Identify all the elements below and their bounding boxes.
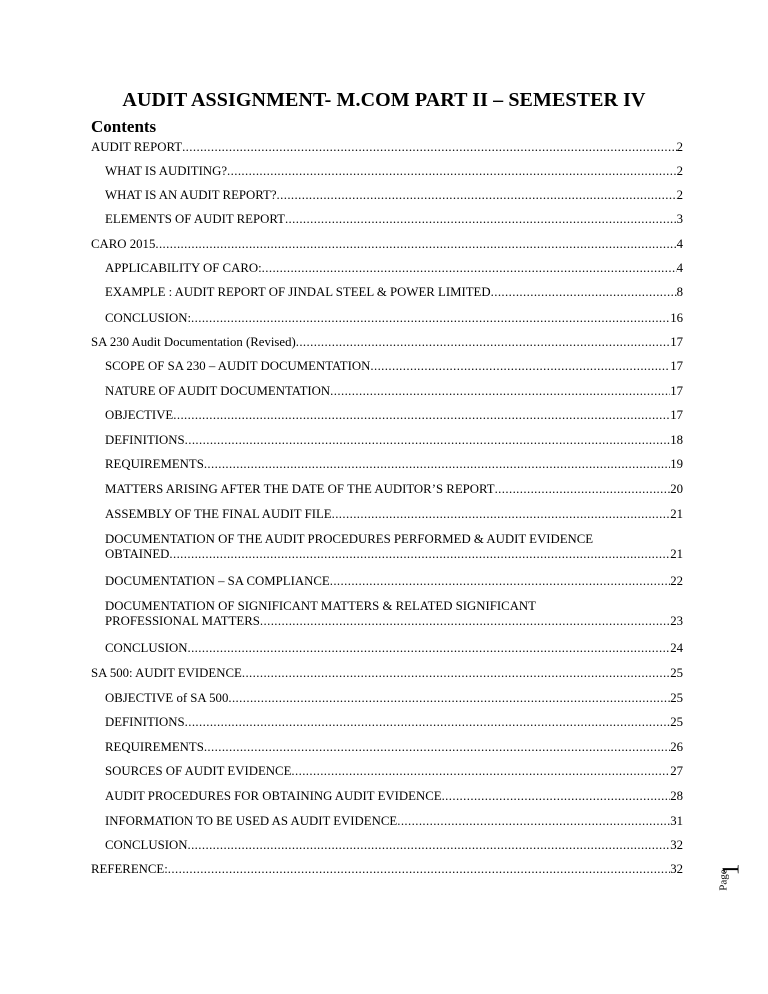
toc-label: SOURCES OF AUDIT EVIDENCE (105, 764, 292, 778)
toc-page-number: 32 (670, 862, 683, 876)
toc-page-number: 4 (676, 261, 683, 275)
toc-page-number: 3 (676, 212, 683, 226)
toc-leader-dots (204, 740, 670, 755)
toc-page-number: 17 (670, 359, 683, 373)
toc-leader-dots (495, 482, 671, 497)
toc-leader-dots (187, 641, 670, 656)
toc-leader-dots (330, 384, 670, 399)
toc-label-line2: OBTAINED (105, 547, 170, 561)
toc-page-number: 8 (676, 285, 683, 299)
toc-label: NATURE OF AUDIT DOCUMENTATION (105, 384, 331, 398)
toc-entry-requirements[interactable] (105, 457, 683, 472)
toc-label: SCOPE OF SA 230 – AUDIT DOCUMENTATION (105, 359, 371, 373)
toc-leader-dots (442, 789, 671, 804)
toc-leader-dots (191, 311, 670, 326)
toc-entry-information-audit-evidence[interactable] (105, 814, 683, 829)
toc-leader-dots (204, 457, 670, 472)
toc-entry-reference[interactable] (91, 862, 683, 877)
toc-page-number: 19 (670, 457, 683, 471)
toc-leader-dots (173, 408, 670, 423)
toc-label: DEFINITIONS (105, 433, 185, 447)
toc-leader-dots (491, 285, 677, 300)
toc-page-number: 25 (670, 666, 683, 680)
toc-entry-example-jindal[interactable] (105, 285, 683, 300)
toc-entry-objective[interactable] (105, 408, 683, 423)
toc-leader-dots (169, 547, 670, 562)
toc-label-line1: DOCUMENTATION OF THE AUDIT PROCEDURES PERFORMED & AUDIT EVIDENCE (105, 532, 594, 546)
toc-page-number: 24 (670, 641, 683, 655)
toc-label-line2: PROFESSIONAL MATTERS (105, 614, 260, 628)
toc-entry-conclusion-sa-230[interactable] (105, 641, 683, 656)
toc-leader-dots (277, 188, 677, 203)
toc-entry-requirements-sa-500[interactable] (105, 740, 683, 755)
toc-label: REQUIREMENTS (105, 740, 204, 754)
toc-entry-what-is-auditing[interactable] (105, 164, 683, 179)
toc-page-number: 17 (670, 408, 683, 422)
toc-leader-dots (370, 359, 670, 374)
toc-page-number: 18 (670, 433, 683, 447)
toc-label: DEFINITIONS (105, 715, 185, 729)
toc-entry-matters-arising[interactable] (105, 482, 683, 497)
page-word: Page (717, 869, 730, 891)
toc-page-number: 25 (670, 715, 683, 729)
toc-entry-audit-report[interactable] (91, 140, 683, 155)
toc-label: ASSEMBLY OF THE FINAL AUDIT FILE (105, 507, 332, 521)
toc-entry-applicability-of-caro[interactable] (105, 261, 683, 276)
toc-leader-dots (285, 212, 677, 227)
toc-page-number: 27 (670, 764, 683, 778)
toc-entry-assembly-final-audit-file[interactable] (105, 507, 683, 522)
toc-leader-dots (260, 614, 670, 629)
toc-label: REQUIREMENTS (105, 457, 204, 471)
toc-label: EXAMPLE : AUDIT REPORT OF JINDAL STEEL & POWER LIMITED (105, 285, 491, 299)
toc-leader-dots (262, 261, 677, 276)
toc-page-number: 32 (670, 838, 683, 852)
toc-label: DOCUMENTATION – SA COMPLIANCE (105, 574, 330, 588)
toc-page-number: 20 (670, 482, 683, 496)
toc-entry-nature-of-audit-documentation[interactable] (105, 384, 683, 399)
toc-page-number: 16 (670, 311, 683, 325)
toc-label: AUDIT PROCEDURES FOR OBTAINING AUDIT EVIDENCE (105, 789, 442, 803)
toc-leader-dots (291, 764, 670, 779)
toc-entry-documentation-sa-compliance[interactable] (105, 574, 683, 589)
toc-label: CONCLUSION: (105, 311, 192, 325)
toc-page-number: 2 (676, 188, 683, 202)
toc-entry-documentation-procedures[interactable] (105, 532, 683, 562)
toc-leader-dots (332, 507, 671, 522)
contents-heading: Contents (91, 117, 157, 136)
toc-entry-audit-procedures[interactable] (105, 789, 683, 804)
document-title: AUDIT ASSIGNMENT- M.COM PART II – SEMESTER IV (122, 89, 646, 111)
toc-label: WHAT IS AN AUDIT REPORT? (105, 188, 277, 202)
toc-label: INFORMATION TO BE USED AS AUDIT EVIDENCE (105, 814, 398, 828)
toc-label: OBJECTIVE (105, 408, 174, 422)
toc-leader-dots (228, 691, 670, 706)
toc-page-number: 31 (670, 814, 683, 828)
toc-leader-dots (187, 838, 670, 853)
page-footer (717, 856, 750, 904)
toc-label: MATTERS ARISING AFTER THE DATE OF THE AUDITOR’S REPORT (105, 482, 495, 496)
toc-page-number: 22 (670, 574, 683, 588)
toc-label: ELEMENTS OF AUDIT REPORT (105, 212, 285, 226)
toc-entry-what-is-audit-report[interactable] (105, 188, 683, 203)
toc-page-number: 21 (670, 547, 683, 561)
toc-leader-dots (155, 237, 676, 252)
toc-second-line (105, 614, 683, 629)
toc-label: APPLICABILITY OF CARO: (105, 261, 262, 275)
toc-label: AUDIT REPORT (91, 140, 183, 154)
toc-page-number: 23 (670, 614, 683, 628)
toc-entry-definitions-sa-500[interactable] (105, 715, 683, 730)
toc-leader-dots (185, 715, 671, 730)
toc-label: WHAT IS AUDITING? (105, 164, 228, 178)
toc-leader-dots (242, 666, 670, 681)
toc-label: CONCLUSION (105, 641, 188, 655)
toc-page-number: 17 (670, 384, 683, 398)
toc-page-number: 2 (676, 164, 683, 178)
toc-entry-caro-2015[interactable] (91, 237, 683, 252)
toc-page-number: 26 (670, 740, 683, 754)
toc-label: SA 230 Audit Documentation (Revised) (91, 335, 296, 349)
toc-leader-dots (397, 814, 670, 829)
toc-label-line1: DOCUMENTATION OF SIGNIFICANT MATTERS & RELATED SIGNIFICANT (105, 599, 536, 613)
toc-label: CONCLUSION (105, 838, 188, 852)
toc-entry-sources-of-audit-evidence[interactable] (105, 764, 683, 779)
toc-leader-dots (168, 862, 670, 877)
toc-label: OBJECTIVE of SA 500 (105, 691, 229, 705)
toc-label: CARO 2015 (91, 237, 156, 251)
toc-second-line (105, 547, 683, 562)
toc-page-number: 4 (676, 237, 683, 251)
toc-entry-objective-sa-500[interactable] (105, 691, 683, 706)
toc-entry-elements-of-audit-report[interactable] (105, 212, 683, 227)
toc-entry-sa-500[interactable] (91, 666, 683, 681)
toc-page-number: 21 (670, 507, 683, 521)
page-number: 1 (718, 863, 745, 876)
toc-leader-dots (227, 164, 677, 179)
toc-leader-dots (296, 335, 670, 350)
toc-label: SA 500: AUDIT EVIDENCE (91, 666, 242, 680)
toc-entry-definitions[interactable] (105, 433, 683, 448)
toc-entry-conclusion-sa-500[interactable] (105, 838, 683, 853)
toc-page-number: 28 (670, 789, 683, 803)
toc-entry-scope-sa-230[interactable] (105, 359, 683, 374)
toc-page-number: 25 (670, 691, 683, 705)
toc-entry-documentation-significant-matters[interactable] (105, 599, 683, 629)
toc-leader-dots (185, 433, 671, 448)
toc-label: REFERENCE: (91, 862, 168, 876)
toc-entry-sa-230[interactable] (91, 335, 683, 350)
toc-leader-dots (330, 574, 670, 589)
toc-page-number: 17 (670, 335, 683, 349)
toc-entry-conclusion-caro[interactable] (105, 311, 683, 326)
toc-leader-dots (182, 140, 677, 155)
toc-page-number: 2 (676, 140, 683, 154)
